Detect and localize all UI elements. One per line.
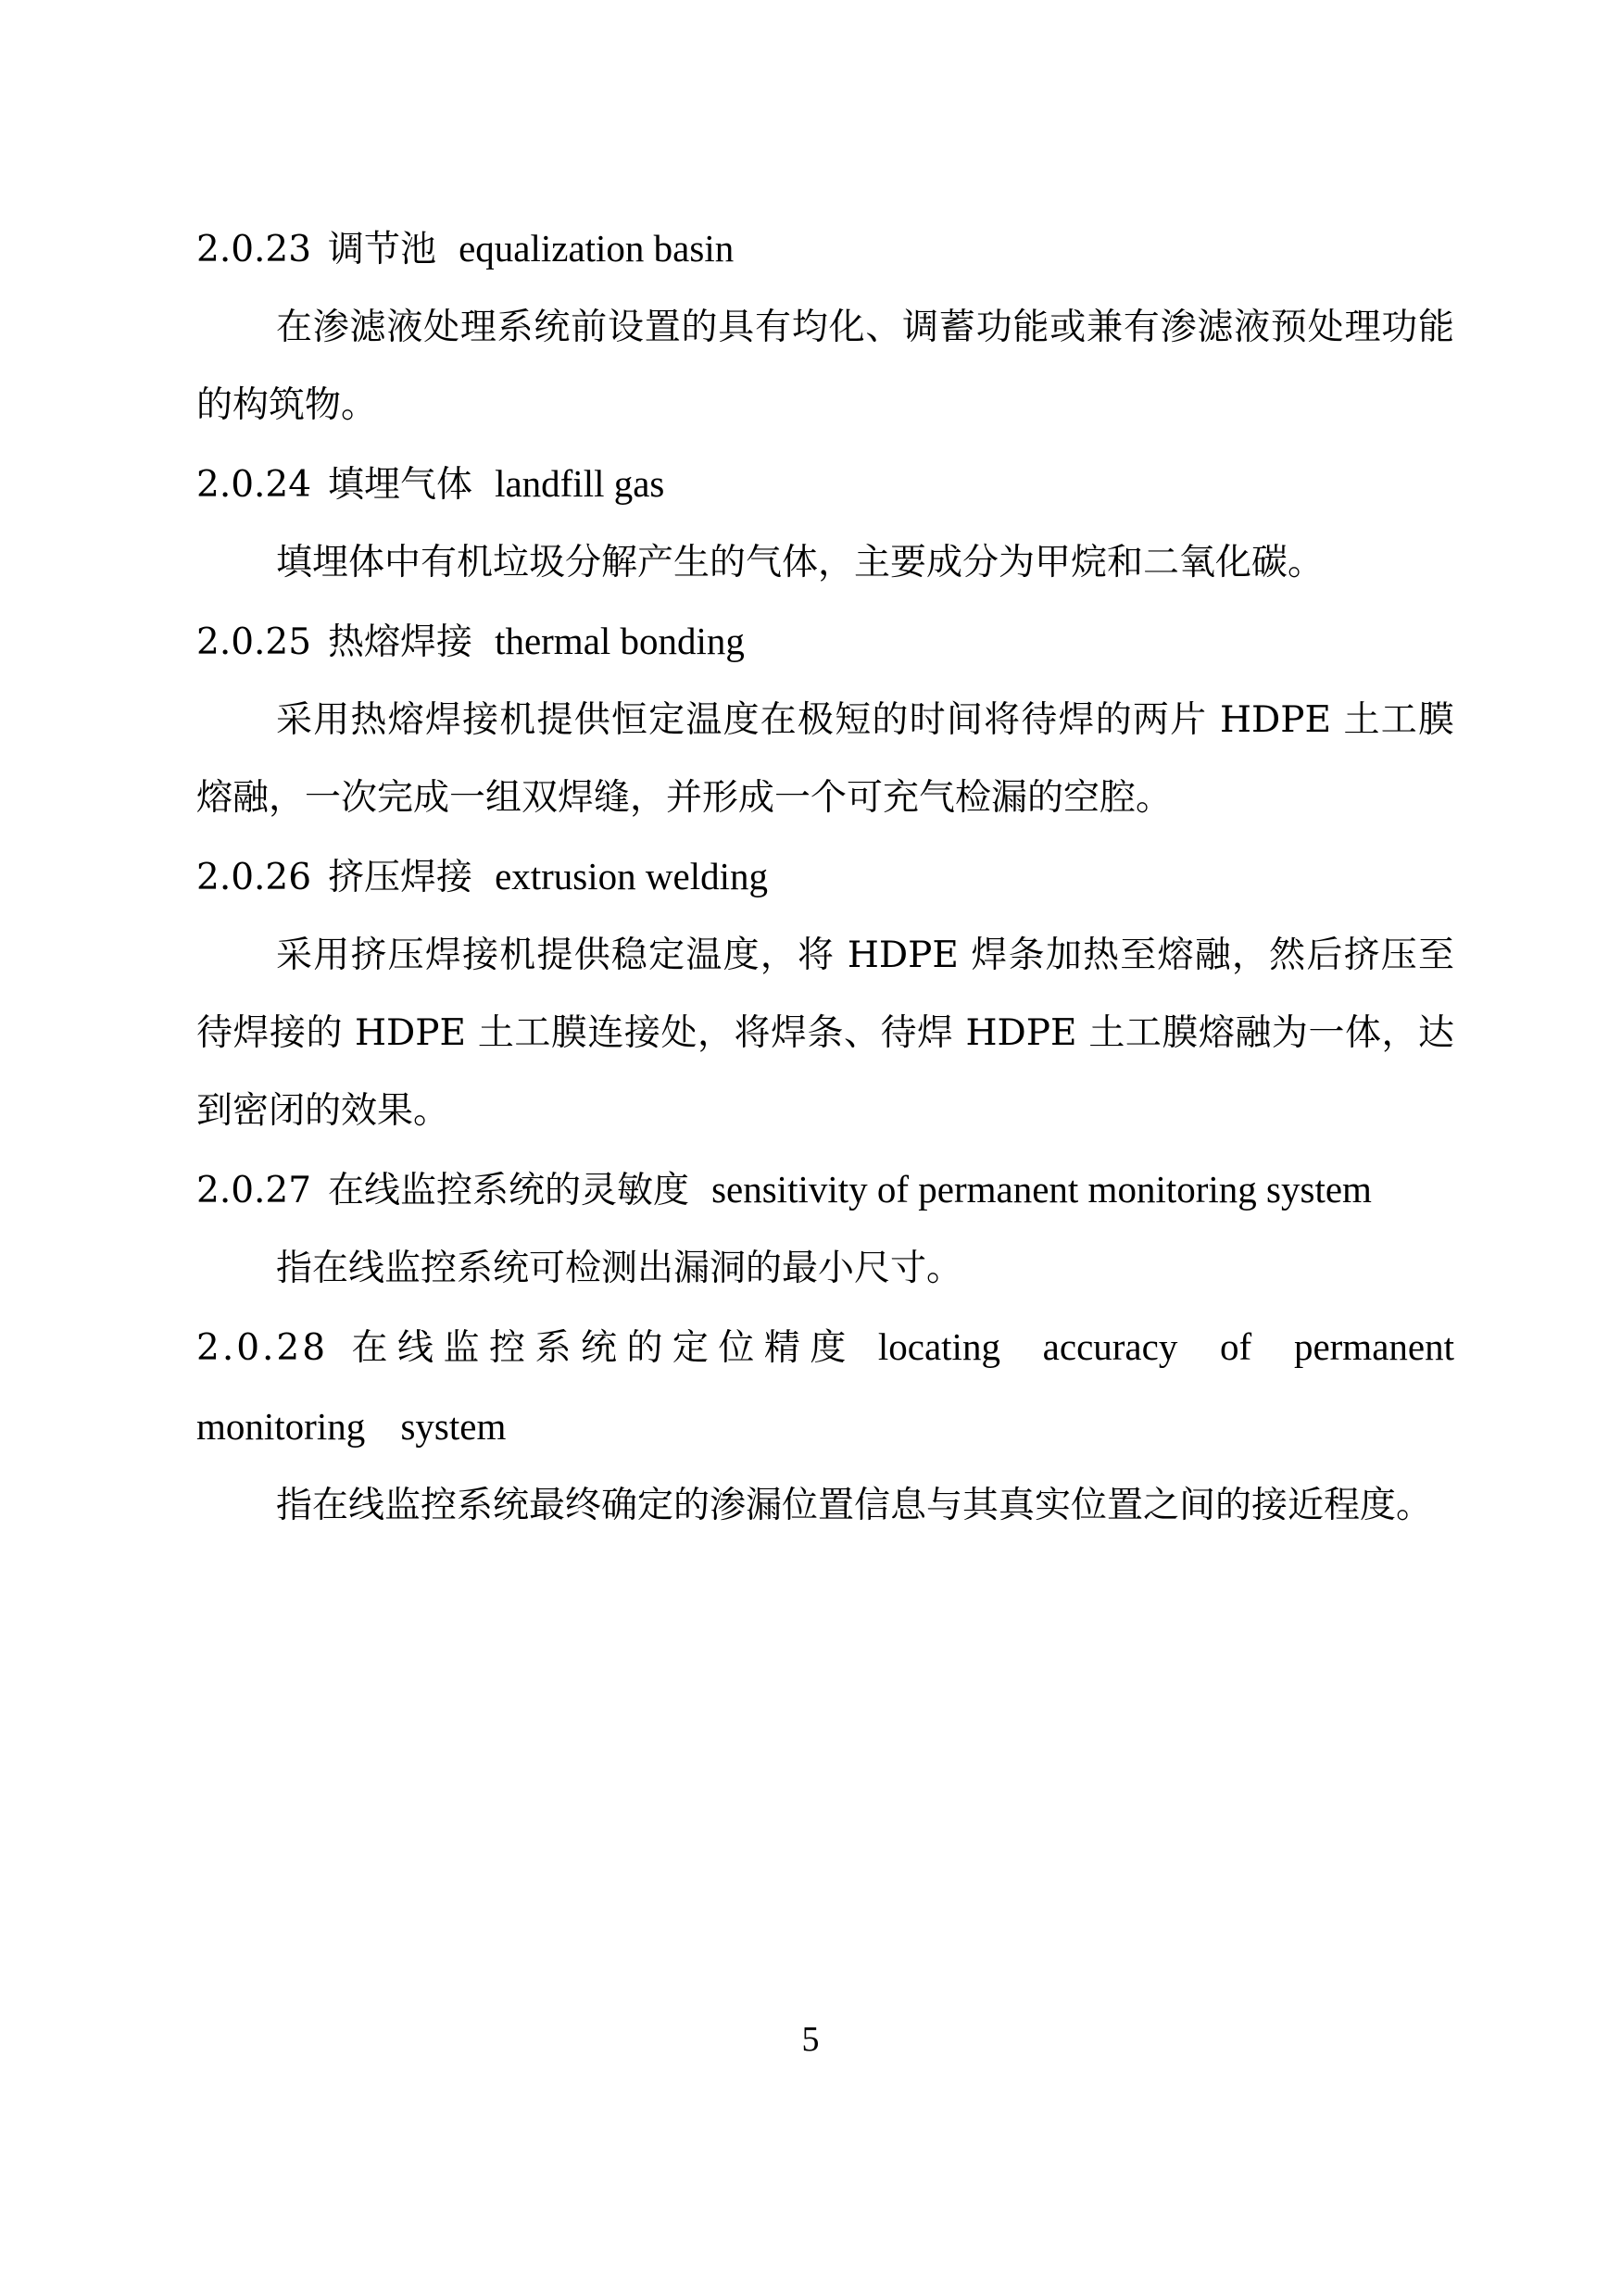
term-chinese-name: 热熔焊接 [328,621,473,663]
term-chinese-name: 调节池 [328,229,437,270]
term-number: 2.0.27 [196,1170,312,1211]
term-heading-2-0-28 [196,1308,1454,1467]
term-heading-2-0-24 [196,445,1454,524]
page-number: 5 [801,2020,820,2059]
term-chinese-name: 在线监控系统的灵敏度 [328,1170,690,1211]
term-english-name: equalization basin [459,227,735,270]
term-definition-2-0-25: 采用热熔焊接机提供恒定温度在极短的时间将待焊的两片 HDPE 土工膜熔融，一次完成一组双焊缝，并形成一个可充气检漏的空腔。 [196,699,1454,819]
term-number: 2.0.23 [196,229,312,270]
term-definition-2-0-26: 采用挤压焊接机提供稳定温度，将 HDPE 焊条加热至熔融，然后挤压至待焊接的 HDPE 土工膜连接处，将焊条、待焊 HDPE 土工膜熔融为一体，达到密闭的效果。 [196,935,1454,1132]
term-english-name: thermal bonding [495,620,745,662]
term-english-name: sensitivity of permanent monitoring system [711,1168,1372,1211]
term-english-name: locating accuracy of permanent monitoring system [196,1325,1454,1448]
term-heading-2-0-25 [196,602,1454,682]
term-chinese-name: 挤压焊接 [328,857,473,898]
term-english-name: landfill gas [495,462,665,505]
term-chinese-name: 填埋气体 [328,464,473,506]
term-chinese-name: 在线监控系统的定位精度 [345,1327,856,1369]
term-definition-2-0-24: 填埋体中有机垃圾分解产生的气体，主要成分为甲烷和二氧化碳。 [276,542,1325,583]
term-number: 2.0.26 [196,857,312,898]
term-heading-2-0-23 [196,209,1454,289]
term-english-name: extrusion welding [495,855,768,897]
term-number: 2.0.24 [196,464,312,506]
page-body [196,209,1454,1545]
term-definition-2-0-27: 指在线监控系统可检测出漏洞的最小尺寸。 [276,1248,963,1289]
term-definition-2-0-23: 在渗滤液处理系统前设置的具有均化、调蓄功能或兼有渗滤液预处理功能的构筑物。 [196,307,1454,426]
term-definition-2-0-28: 指在线监控系统最终确定的渗漏位置信息与其真实位置之间的接近程度。 [276,1485,1433,1526]
term-number: 2.0.28 [196,1327,329,1369]
term-heading-2-0-26 [196,837,1454,917]
term-heading-2-0-27 [196,1150,1454,1230]
term-number: 2.0.25 [196,621,312,663]
